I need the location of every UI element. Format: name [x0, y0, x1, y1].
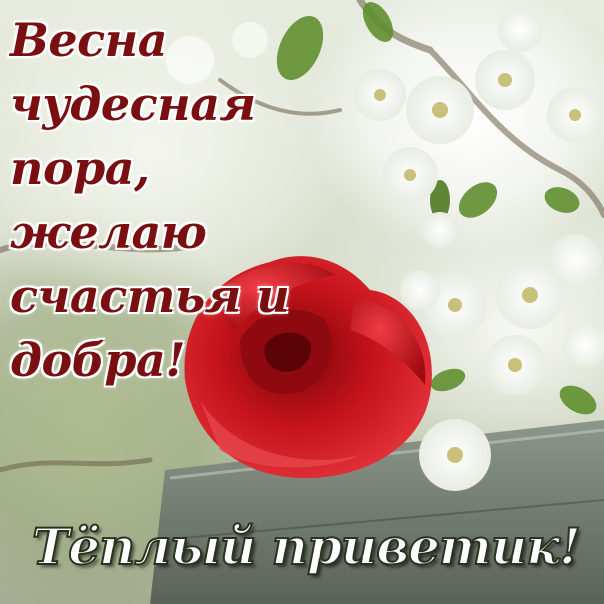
- wishes-line: чудесная: [10, 77, 256, 131]
- wishes-line: добра!: [10, 333, 186, 387]
- greeting-title: Тёплый приветик!: [32, 517, 580, 576]
- wishes-line: Весна: [10, 13, 167, 67]
- wishes-line: пора, желаю: [10, 141, 207, 259]
- wishes-text: [10, 8, 340, 392]
- wishes-line: счастья и: [10, 269, 290, 323]
